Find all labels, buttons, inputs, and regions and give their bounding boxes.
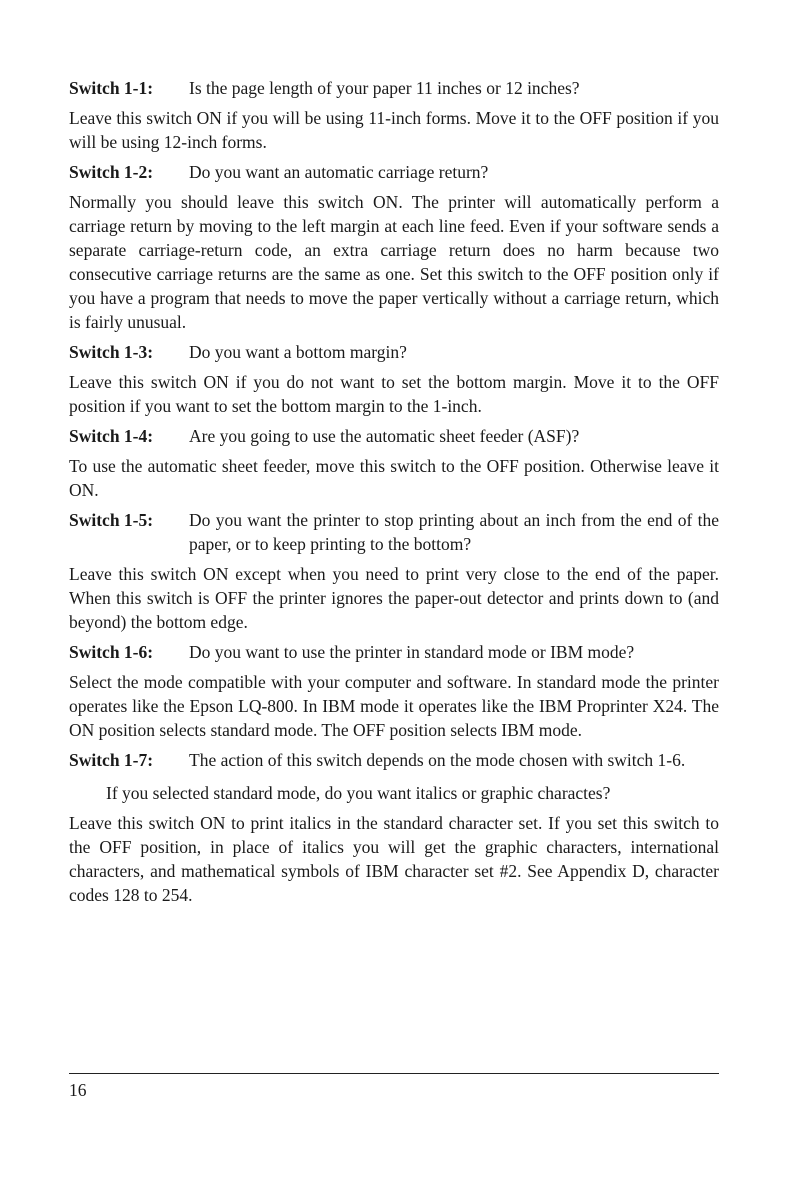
switch-1-1-description: Leave this switch ON if you will be using 11-inch forms. Move it to the OFF position if you will be using 12-inch forms. bbox=[69, 108, 719, 152]
switch-1-6-question bbox=[69, 640, 719, 664]
switch-question: Do you want to use the printer in standard mode or IBM mode? bbox=[189, 642, 635, 662]
switch-1-3-description: Leave this switch ON if you do not want to set the bottom margin. Move it to the OFF position if you want to set the bottom margin to the 1-inch. bbox=[69, 372, 719, 416]
switch-1-2-question bbox=[69, 160, 719, 184]
switch-1-6-description: Select the mode compatible with your computer and software. In standard mode the printer operates like the Epson LQ-800. In IBM mode it operates like the IBM Proprinter X24. The ON position selects standard mode. The OFF position selects IBM mode. bbox=[69, 672, 719, 740]
switch-label: Switch 1-4: bbox=[69, 426, 154, 446]
switch-1-5-question bbox=[69, 508, 719, 556]
page-number: 16 bbox=[69, 1080, 87, 1100]
page-content bbox=[69, 76, 719, 913]
switch-label: Switch 1-1: bbox=[69, 78, 154, 98]
switch-label: Switch 1-2: bbox=[69, 162, 154, 182]
switch-1-5-description: Leave this switch ON except when you need to print very close to the end of the paper. When this switch is OFF the printer ignores the paper-out detector and prints down to (and beyond) the bottom edge. bbox=[69, 564, 719, 632]
footer-rule bbox=[69, 1073, 719, 1074]
switch-1-7-subquestion: If you selected standard mode, do you want italics or graphic charactes? bbox=[106, 783, 611, 803]
switch-1-2-description: Normally you should leave this switch ON. The printer will automatically perform a carriage return by moving to the left margin at each line feed. Even if your software sends a separate carriage-return code, an extra carriage return does no harm because two consecutive carriage returns are the same as one. Set this switch to the OFF position only if you have a program that needs to move the paper vertically without a carriage return, which is fairly unusual. bbox=[69, 192, 719, 332]
switch-question: Do you want the printer to stop printing about an inch from the end of the paper, or to keep printing to the bottom? bbox=[189, 510, 719, 554]
switch-1-7-description: Leave this switch ON to print italics in the standard character set. If you set this switch to the OFF position, in place of italics you will get the graphic characters, international characters, and mathematical symbols of IBM character set #2. See Appendix D, character codes 128 to 254. bbox=[69, 813, 719, 905]
switch-1-4-question bbox=[69, 424, 719, 448]
switch-question: Are you going to use the automatic sheet feeder (ASF)? bbox=[189, 426, 580, 446]
switch-1-3-question bbox=[69, 340, 719, 364]
switch-1-4-description: To use the automatic sheet feeder, move this switch to the OFF position. Otherwise leave it ON. bbox=[69, 456, 719, 500]
switch-question: Is the page length of your paper 11 inches or 12 inches? bbox=[189, 78, 580, 98]
switch-label: Switch 1-6: bbox=[69, 642, 154, 662]
switch-1-1-question bbox=[69, 76, 719, 100]
switch-question: The action of this switch depends on the mode chosen with switch 1-6. bbox=[189, 750, 686, 770]
switch-question: Do you want an automatic carriage return? bbox=[189, 162, 489, 182]
switch-label: Switch 1-3: bbox=[69, 342, 154, 362]
switch-label: Switch 1-7: bbox=[69, 750, 154, 770]
switch-label: Switch 1-5: bbox=[69, 510, 154, 530]
switch-question: Do you want a bottom margin? bbox=[189, 342, 407, 362]
switch-1-7-question bbox=[69, 748, 719, 772]
